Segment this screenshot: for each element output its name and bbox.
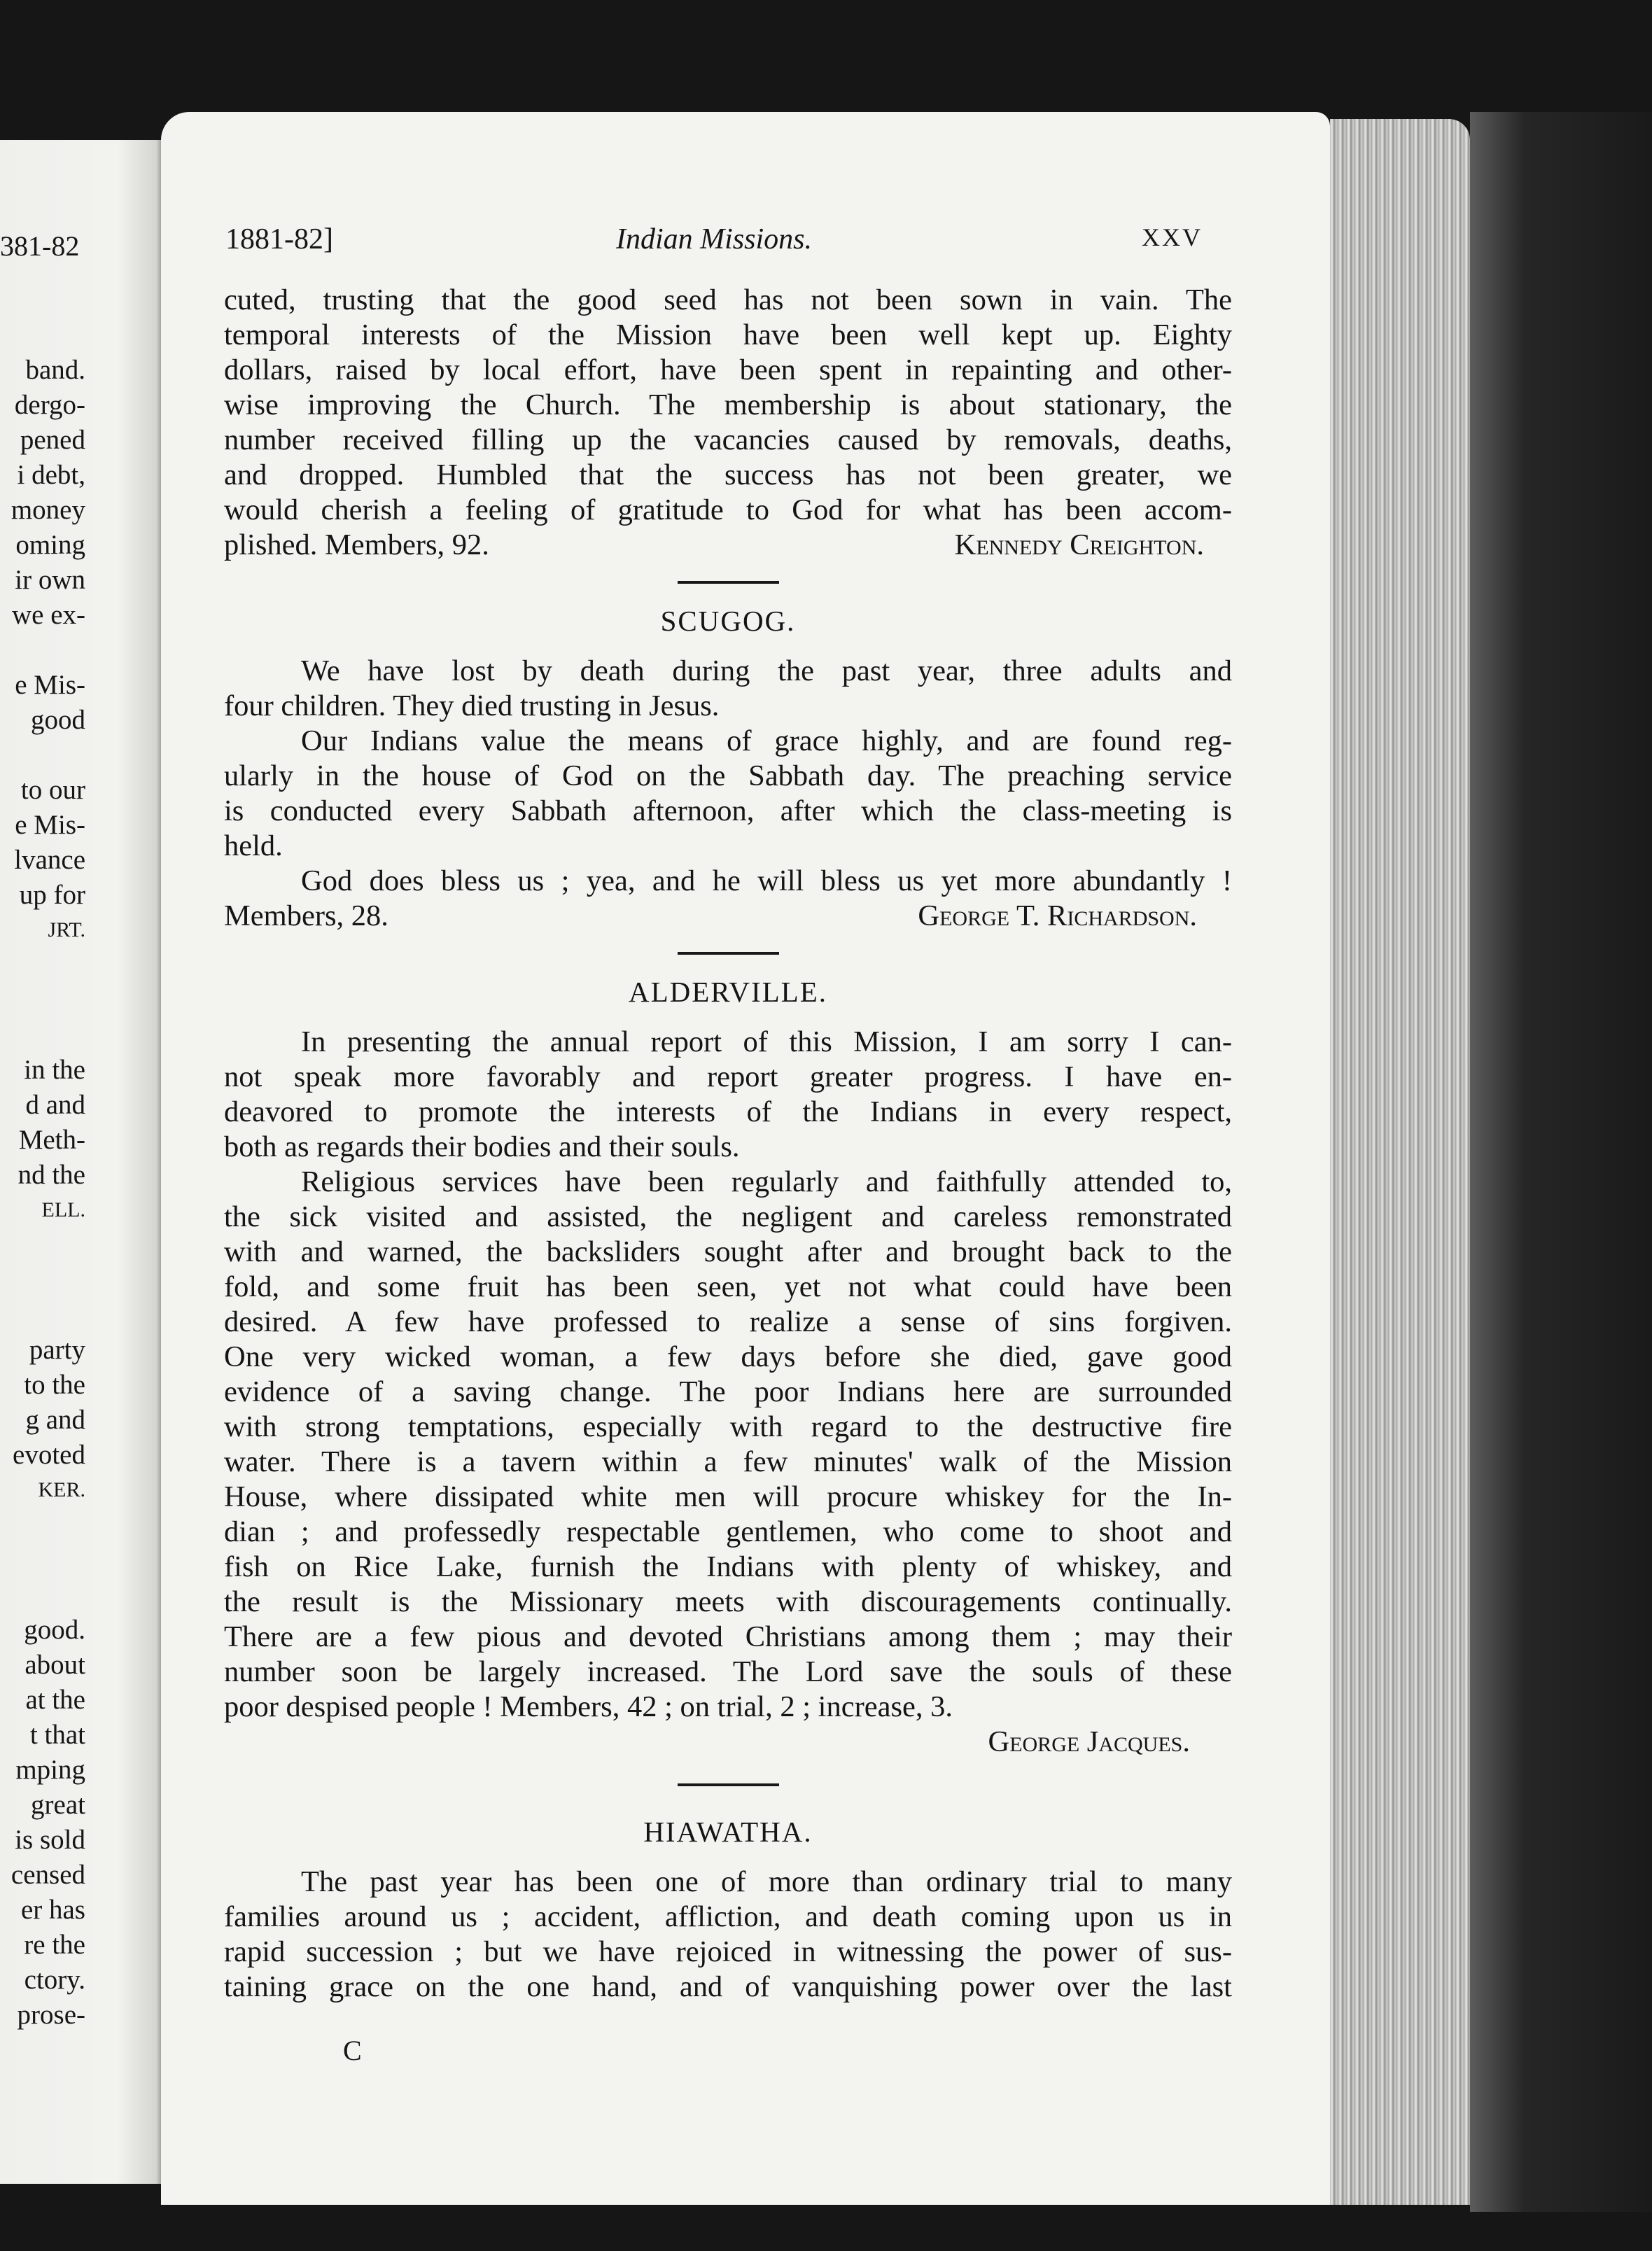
fragment-line: to our [20,775,85,805]
fragment-line: good [31,705,85,735]
intro-closing [224,528,1232,563]
text-line: desired. A few have professed to realize a sense of sins forgiven. [224,1305,1232,1338]
text-line: with strong temptations, especially with regard to the destructive fire [224,1410,1232,1443]
scugog-paragraph-1 [224,654,1232,724]
section-divider [678,1783,779,1786]
fragment-line: JRT. [48,918,85,941]
left-page-fragments [0,353,85,2033]
fragment-line: band. [25,355,85,385]
fragment-line [0,1298,85,1333]
text-line: House, where dissipated white men will procure whiskey for the In- [224,1480,1232,1513]
text-line: Religious services have been regularly and faithfully attended to, [301,1165,1232,1198]
text-line: rapid succession ; but we have rejoiced in witnessing the power of sus- [224,1935,1232,1968]
fragment-line: er has [20,1895,85,1925]
fragment-line [0,738,85,773]
fragment-line: ir own [15,565,85,595]
running-head-title: Indian Missions. [615,223,812,255]
section-title-scugog: SCUGOG. [660,605,796,637]
text-line: and dropped. Humbled that the success has not been greater, we [224,458,1232,491]
fragment-line: great [31,1790,85,1820]
text-line: taining grace on the one hand, and of vanquishing power over the last [224,1970,1232,2003]
text-line: is conducted every Sabbath afternoon, after which the class-meeting is [224,794,1232,827]
text-line: cuted, trusting that the good seed has not been sown in vain. The [224,283,1232,316]
signature-george-richardson: George T. Richardson. [918,899,1197,932]
fragment-line: we ex- [11,600,85,630]
fragment-line: Meth- [18,1125,85,1155]
scugog-paragraph-2 [224,724,1232,864]
fragment-line: d and [25,1090,85,1120]
text-line: God does bless us ; yea, and he will bless us yet more abundantly ! [301,864,1232,897]
fragment-line [0,633,85,668]
page-number: XXV [1142,223,1203,251]
signature-mark: C [343,2035,362,2066]
text-line: The past year has been one of more than ordinary trial to many [301,1865,1232,1898]
text-line: water. There is a tavern within a few minutes' walk of the Mission [224,1445,1232,1478]
fragment-line: censed [10,1860,85,1890]
fragment-line: e Mis- [15,810,85,840]
fragment-line: pened [20,425,85,455]
text-line: Our Indians value the means of grace highly, and are found reg- [301,724,1232,757]
text-line: wise improving the Church. The membership is about stationary, the [224,388,1232,421]
fragment-line [0,1263,85,1298]
fragment-line: about [24,1650,85,1680]
fragment-line: at the [25,1685,85,1715]
left-page-header: 381-82 [0,230,80,262]
page-edges [1330,119,1470,2205]
text-line: deavored to promote the interests of the Indians in every respect, [224,1095,1232,1128]
page-body [224,283,1232,2005]
text-line: not speak more favorably and report greater progress. I have en- [224,1060,1232,1093]
fragment-line: dergo- [14,390,85,420]
section-divider [678,581,779,584]
text-line: fold, and some fruit has been seen, yet not what could have been [224,1270,1232,1303]
scugog-members: Members, 28. [224,899,388,932]
fragment-line: evoted [13,1440,85,1470]
text-line: families around us ; accident, affliction, and death coming upon us in [224,1900,1232,1933]
fragment-line: good. [24,1615,85,1645]
scugog-closing [224,899,1232,934]
text-line: would cherish a feeling of gratitude to God for what has been accom- [224,493,1232,526]
fragment-line: ctory. [24,1965,85,1995]
text-line: There are a few pious and devoted Christians among them ; may their [224,1620,1232,1653]
fragment-line: prose- [17,2000,85,2030]
fragment-line [0,1228,85,1263]
section-title-alderville: ALDERVILLE. [628,976,827,1008]
scugog-paragraph-3 [224,864,1232,899]
signature-kennedy-creighton: Kennedy Creighton. [954,528,1204,561]
fragment-line: up for [19,880,85,910]
alderville-paragraph-2 [224,1165,1232,1725]
text-line: dollars, raised by local effort, have been spent in repainting and other- [224,353,1232,386]
fragment-line: to the [24,1370,85,1400]
section-title-hiawatha: HIAWATHA. [643,1816,813,1848]
text-line: temporal interests of the Mission have been well kept up. Eighty [224,318,1232,351]
fragment-line [0,1018,85,1053]
text-line: the sick visited and assisted, the negligent and careless remonstrated [224,1200,1232,1233]
fragment-line [0,1508,85,1543]
fragment-line [0,948,85,983]
text-line: four children. They died trusting in Jesus. [224,689,720,722]
fragment-line [0,1543,85,1578]
running-head [225,223,1203,265]
text-line: ularly in the house of God on the Sabbath day. The preaching service [224,759,1232,792]
alderville-paragraph-1 [224,1025,1232,1165]
text-line: We have lost by death during the past year, three adults and [301,654,1232,687]
fragment-line: re the [24,1930,85,1960]
fragment-line: oming [15,530,85,560]
text-line: poor despised people ! Members, 42 ; on trial, 2 ; increase, 3. [224,1690,953,1723]
fragment-line: mping [15,1755,85,1785]
text-line: held. [224,829,283,862]
signature-george-jacques: George Jacques. [988,1725,1190,1758]
fragment-line: in the [24,1055,85,1085]
fragment-line: i debt, [17,460,85,490]
fragment-line: t that [29,1720,85,1750]
text-line: both as regards their bodies and their souls. [224,1130,740,1163]
text-line: number received filling up the vacancies caused by removals, deaths, [224,423,1232,456]
fragment-line: lvance [14,845,85,875]
fragment-line: g and [25,1405,85,1435]
text-line: the result is the Missionary meets with discouragements continually. [224,1585,1232,1618]
text-line: One very wicked woman, a few days before she died, gave good [224,1340,1232,1373]
section-divider [678,952,779,955]
running-head-year: 1881-82] [225,223,333,255]
text-line: In presenting the annual report of this Mission, I am sorry I can- [301,1025,1232,1058]
fragment-line: money [10,495,85,525]
text-line: fish on Rice Lake, furnish the Indians with plenty of whiskey, and [224,1550,1232,1583]
text-line: dian ; and professedly respectable gentlemen, who come to shoot and [224,1515,1232,1548]
text-line: number soon be largely increased. The Lord save the souls of these [224,1655,1232,1688]
text-line: with and warned, the backsliders sought after and brought back to the [224,1235,1232,1268]
fragment-line [0,983,85,1018]
intro-paragraph [224,283,1232,528]
fragment-line [0,1578,85,1613]
fragment-line: is sold [15,1825,85,1855]
fragment-line: nd the [18,1160,85,1190]
fragment-line: ELL. [41,1198,85,1221]
fragment-line: party [29,1335,85,1365]
text-line: evidence of a saving change. The poor Indians here are surrounded [224,1375,1232,1408]
left-page [0,140,168,2184]
intro-members: plished. Members, 92. [224,528,489,561]
hiawatha-paragraph-1 [224,1865,1232,2005]
fragment-line: KER. [38,1478,85,1501]
book-edge-shadow [1470,112,1652,2212]
fragment-line: e Mis- [15,670,85,700]
